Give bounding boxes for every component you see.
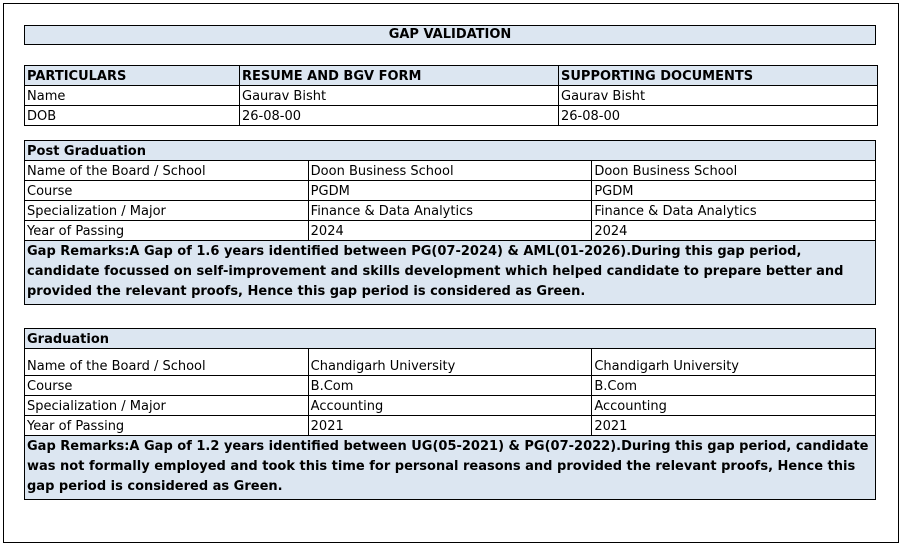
table-row xyxy=(25,376,876,396)
gap-remarks-row xyxy=(25,241,876,305)
docs-value: B.Com xyxy=(592,376,876,396)
resume-value: Chandigarh University xyxy=(308,349,592,376)
row-label: Year of Passing xyxy=(25,416,309,436)
table-row xyxy=(25,396,876,416)
row-label: Specialization / Major xyxy=(25,396,309,416)
row-label: Name xyxy=(25,86,240,106)
docs-value: Gaurav Bisht xyxy=(559,86,878,106)
resume-value: 2024 xyxy=(308,221,592,241)
resume-value: 2021 xyxy=(308,416,592,436)
resume-value: Accounting xyxy=(308,396,592,416)
resume-value: Finance & Data Analytics xyxy=(308,201,592,221)
header-docs: SUPPORTING DOCUMENTS xyxy=(559,66,878,86)
docs-value: 2024 xyxy=(592,221,876,241)
gap-remarks-row xyxy=(25,436,876,500)
row-label: Name of the Board / School xyxy=(25,161,309,181)
personal-table xyxy=(24,65,878,126)
docs-value: Finance & Data Analytics xyxy=(592,201,876,221)
table-row xyxy=(25,201,876,221)
header-resume: RESUME AND BGV FORM xyxy=(240,66,559,86)
section-title: Graduation xyxy=(25,329,876,349)
resume-value: 26-08-00 xyxy=(240,106,559,126)
row-label: Year of Passing xyxy=(25,221,309,241)
gap-remarks: Gap Remarks:A Gap of 1.2 years identified between UG(05-2021) & PG(07-2022).During this gap period, candidate was not formally employed and took this time for personal reasons and provided the relevant proofs, Hence this gap period is considered as Green. xyxy=(25,436,876,500)
table-row xyxy=(25,221,876,241)
row-label: Specialization / Major xyxy=(25,201,309,221)
table-row xyxy=(25,106,878,126)
row-label: Course xyxy=(25,376,309,396)
header-row xyxy=(25,66,878,86)
page-title: GAP VALIDATION xyxy=(24,25,876,45)
docs-value: Accounting xyxy=(592,396,876,416)
header-particulars: PARTICULARS xyxy=(25,66,240,86)
table-row xyxy=(25,416,876,436)
row-label: Name of the Board / School xyxy=(25,349,309,376)
table-row xyxy=(25,161,876,181)
table-row xyxy=(25,181,876,201)
row-label: Course xyxy=(25,181,309,201)
resume-value: PGDM xyxy=(308,181,592,201)
table-row xyxy=(25,349,876,376)
post-graduation-table xyxy=(24,140,876,305)
docs-value: PGDM xyxy=(592,181,876,201)
row-label: DOB xyxy=(25,106,240,126)
table-row xyxy=(25,86,878,106)
section-title: Post Graduation xyxy=(25,141,876,161)
docs-value: 26-08-00 xyxy=(559,106,878,126)
section-header-row xyxy=(25,141,876,161)
graduation-table xyxy=(24,328,876,500)
resume-value: B.Com xyxy=(308,376,592,396)
section-header-row xyxy=(25,329,876,349)
docs-value: 2021 xyxy=(592,416,876,436)
resume-value: Doon Business School xyxy=(308,161,592,181)
docs-value: Chandigarh University xyxy=(592,349,876,376)
docs-value: Doon Business School xyxy=(592,161,876,181)
gap-remarks: Gap Remarks:A Gap of 1.6 years identified between PG(07-2024) & AML(01-2026).During this gap period, candidate focussed on self-improvement and skills development which helped candidate to prepare better and provided the relevant proofs, Hence this gap period is considered as Green. xyxy=(25,241,876,305)
resume-value: Gaurav Bisht xyxy=(240,86,559,106)
